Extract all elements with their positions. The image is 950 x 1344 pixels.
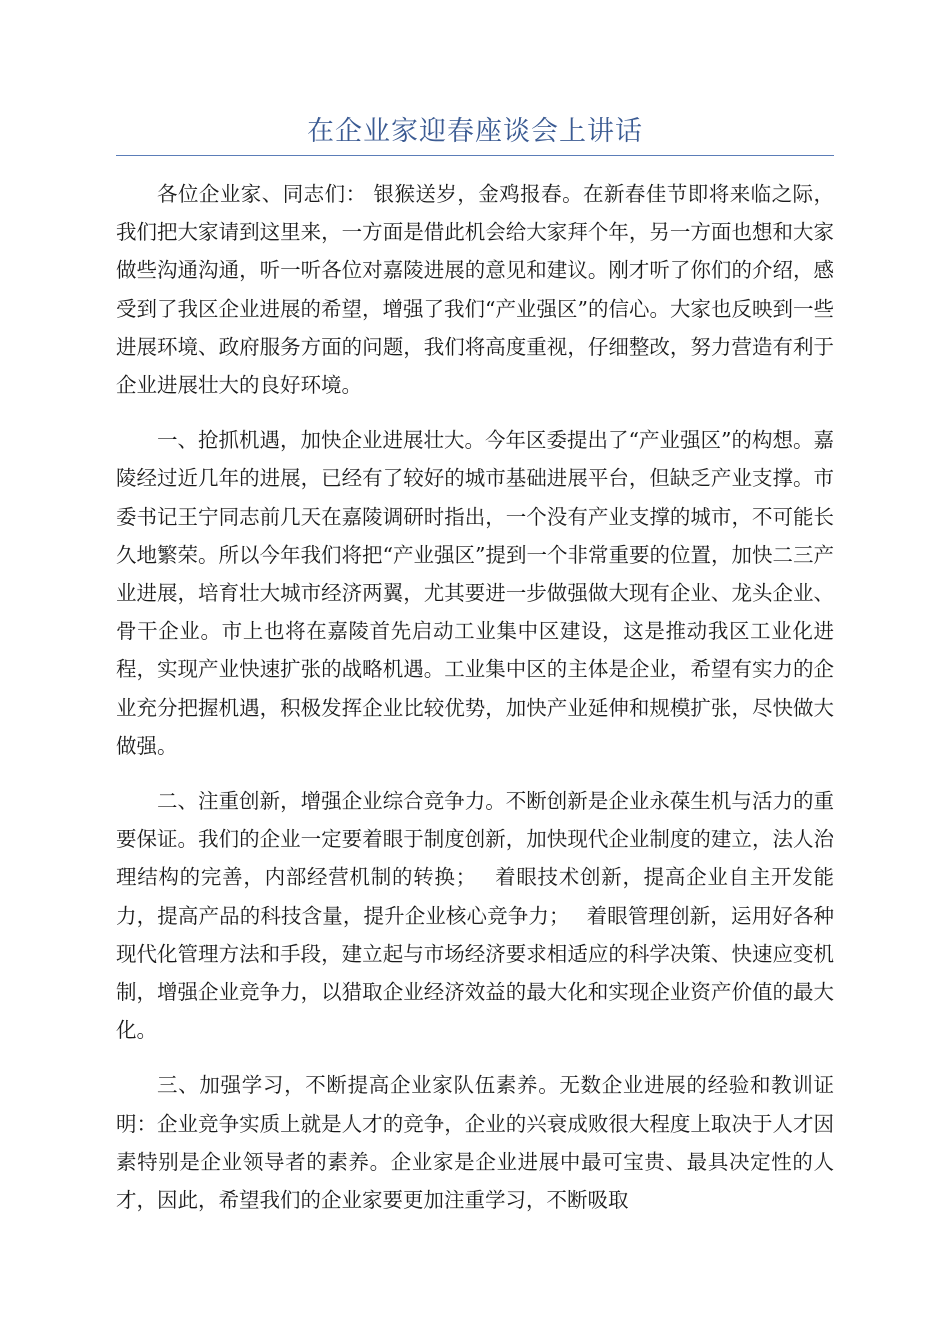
title-underline: [116, 155, 834, 156]
document-title: 在企业家迎春座谈会上讲话: [307, 116, 643, 147]
paragraph-greeting: 各位企业家、同志们： 银猴送岁，金鸡报春。在新春佳节即将来临之际，我们把大家请到这里来，一方面是借此机会给大家拜个年，另一方面也想和大家做些沟通沟通，听一听各位对嘉陵进展的意见和建议。刚才听了你们的介绍，感受到了我区企业进展的希望，增强了我们“产业强区”的信心。大家也反映到一些进展环境、政府服务方面的问题，我们将高度重视，仔细整改，努力营造有利于企业进展壮大的良好环境。: [116, 182, 834, 398]
document-body: [116, 175, 834, 1236]
paragraph-section-2: 二、注重创新，增强企业综合竞争力。不断创新是企业永葆生机与活力的重要保证。我们的企业一定要着眼于制度创新，加快现代企业制度的建立，法人治理结构的完善，内部经营机制的转换； 着眼技术创新，提高企业自主开发能力，提高产品的科技含量，提升企业核心竞争力； 着眼管理创新，运用好各种现代化管理方法和手段，建立起与市场经济要求相适应的科学决策、快速应变机制，增强企业竞争力，以猎取企业经济效益的最大化和实现企业资产价值的最大化。: [116, 789, 834, 1043]
paragraph-section-1: 一、抢抓机遇，加快企业进展壮大。今年区委提出了“产业强区”的构想。嘉陵经过近几年的进展，已经有了较好的城市基础进展平台，但缺乏产业支撑。市委书记王宁同志前几天在嘉陵调研时指出，一个没有产业支撑的城市，不可能长久地繁荣。所以今年我们将把“产业强区”提到一个非常重要的位置，加快二三产业进展，培育壮大城市经济两翼，尤其要进一步做强做大现有企业、龙头企业、骨干企业。市上也将在嘉陵首先启动工业集中区建设，这是推动我区工业化进程，实现产业快速扩张的战略机遇。工业集中区的主体是企业，希望有实力的企业充分把握机遇，积极发挥企业比较优势，加快产业延伸和规模扩张，尽快做大做强。: [116, 428, 834, 758]
title-block: [116, 112, 834, 156]
paragraph-section-3: 三、加强学习，不断提高企业家队伍素养。无数企业进展的经验和教训证明：企业竞争实质上就是人才的竞争，企业的兴衰成败很大程度上取决于人才因素特别是企业领导者的素养。企业家是企业进展中最可宝贵、最具决定性的人才，因此，希望我们的企业家要更加注重学习，不断吸取: [116, 1073, 834, 1213]
